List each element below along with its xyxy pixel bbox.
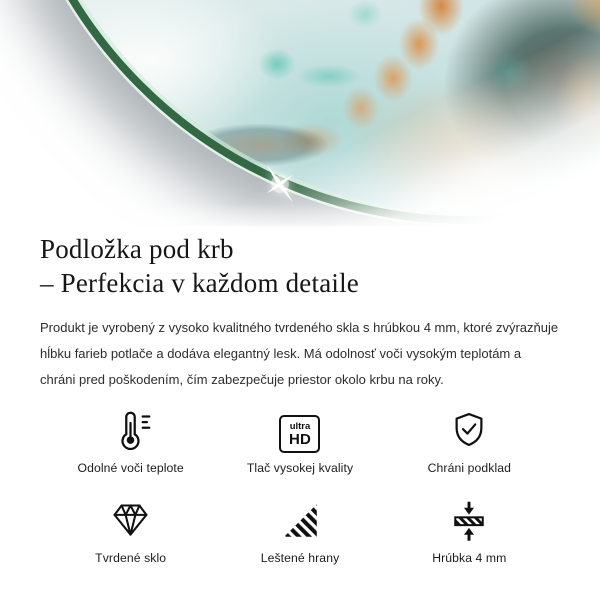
feature-heat-resistant <box>46 405 215 475</box>
feature-protects-surface <box>385 405 554 475</box>
product-description: Produkt je vyrobený z vysoko kvalitného tvrdeného skla s hrúbkou 4 mm, ktoré zvýrazňuje hĺbku farieb potlače a dodáva elegantný lesk. Má odolnosť voči vysokým teplotám a chráni pred poškodením, čím zabezpečuje priestor okolo krbu na roky. <box>40 320 559 387</box>
page-title <box>40 233 560 300</box>
polished-edges-icon <box>277 495 323 543</box>
content-section <box>0 233 600 565</box>
ultra-hd-text-bottom: HD <box>288 431 312 449</box>
feature-grid <box>40 405 560 565</box>
product-hero <box>0 0 600 226</box>
ultra-hd-icon <box>279 405 320 453</box>
feature-polished-edges <box>215 495 384 565</box>
feature-thickness <box>385 495 554 565</box>
title-line-2: – Perfekcia v každom detaile <box>40 267 359 298</box>
feature-label: Tvrdené sklo <box>95 551 167 566</box>
thickness-icon <box>447 495 491 543</box>
feature-label: Tlač vysokej kvality <box>246 461 354 476</box>
ultra-hd-text-top: ultra <box>289 420 311 432</box>
thermometer-icon <box>108 405 153 453</box>
feature-tempered-glass <box>46 495 215 565</box>
feature-label: Leštené hrany <box>260 551 340 566</box>
feature-label: Odolné voči teplote <box>77 461 184 476</box>
feature-label: Hrúbka 4 mm <box>432 551 507 566</box>
title-line-1: Podložka pod krb <box>40 234 234 264</box>
feature-print-quality <box>215 405 384 475</box>
shield-check-icon <box>447 405 491 453</box>
diamond-icon <box>108 495 153 543</box>
feature-label: Chráni podklad <box>427 461 512 476</box>
